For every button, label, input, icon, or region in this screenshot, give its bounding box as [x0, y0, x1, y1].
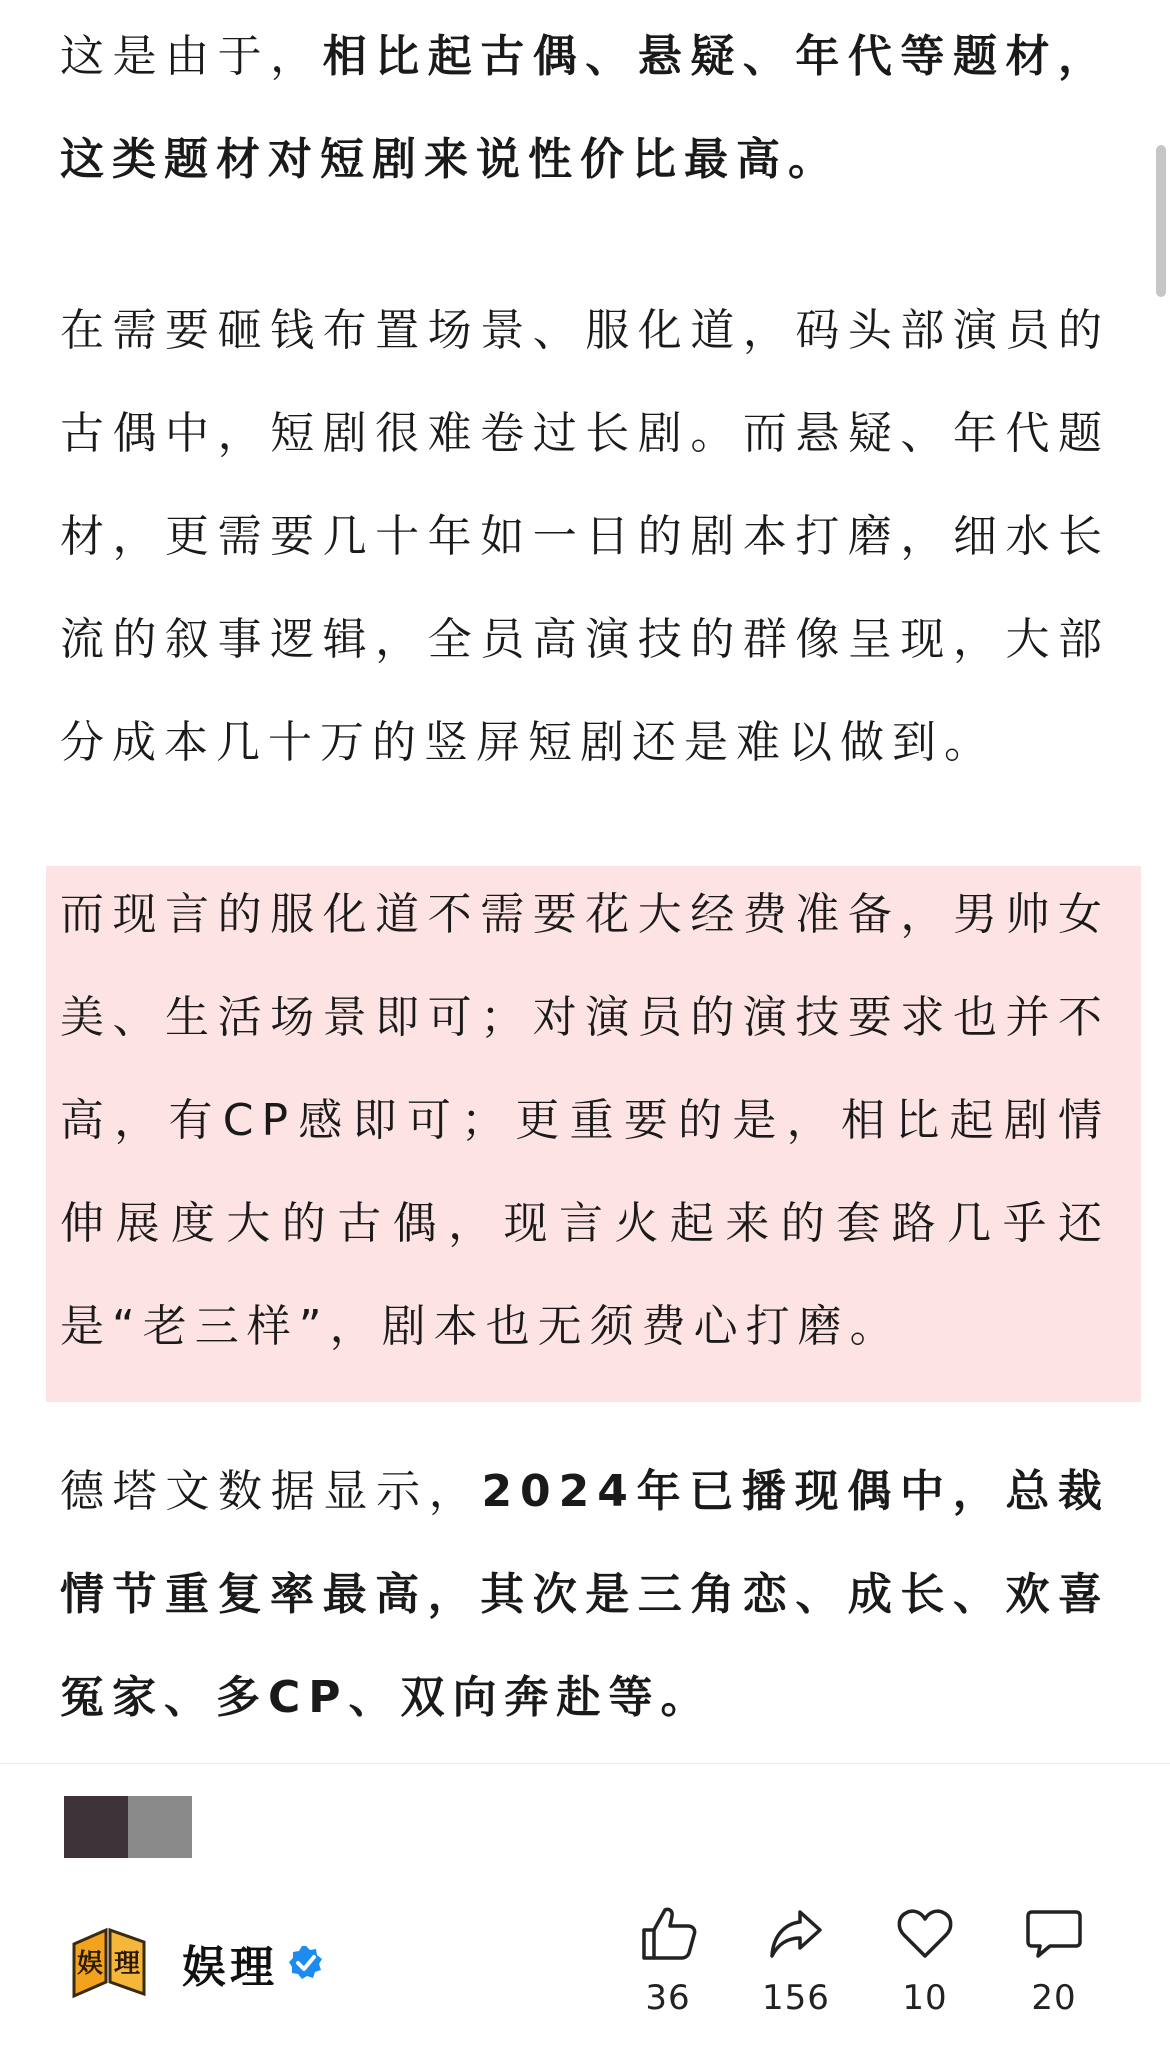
author-avatar[interactable]	[66, 1920, 152, 2006]
paragraph-2: 在需要砸钱布置场景、服化道，码头部演员的古偶中，短剧很难卷过长剧。而悬疑、年代题材，更需要几十年如一日的剧本打磨，细水长流的叙事逻辑，全员高演技的群像呈现，大部分成本几十万的竖屏短剧还是难以做到。	[60, 305, 1110, 768]
logo-char-right: 理	[113, 1949, 141, 1979]
post-footer-bar	[0, 1880, 1170, 2053]
thumbnail-right-block	[128, 1796, 192, 1858]
author-logo-icon	[66, 1920, 152, 2006]
author-name[interactable]: 娱理	[182, 1942, 278, 1993]
paragraph-1	[60, 5, 1110, 211]
thumbnail-left-block	[64, 1796, 128, 1858]
share-button[interactable]	[741, 1904, 851, 2018]
divider	[0, 1763, 1170, 1764]
paragraph-1-bold-text: 相比起古偶、悬疑、年代等题材，这类题材对短剧来说性价比最高。	[60, 31, 1111, 185]
author-info[interactable]	[66, 1920, 324, 2006]
share-arrow-icon	[766, 1904, 826, 1964]
like-button[interactable]	[613, 1904, 723, 2018]
heart-icon	[895, 1904, 955, 1964]
paragraph-4-bold-text: 2024年已播现偶中，总裁情节重复率最高，其次是三角恋、成长、欢喜冤家、多CP、双向奔赴等。	[60, 1466, 1111, 1723]
logo-char-left: 娱	[76, 1949, 104, 1979]
paragraph-4	[60, 1440, 1110, 1749]
comment-button[interactable]	[999, 1904, 1109, 2018]
comment-bubble-icon	[1024, 1904, 1084, 1964]
share-count: 156	[762, 1978, 830, 2018]
favorite-button[interactable]	[870, 1904, 980, 2018]
paragraph-4-text: 德塔文数据显示，	[60, 1466, 482, 1517]
paragraph-3-highlighted: 而现言的服化道不需要花大经费准备，男帅女美、生活场景即可；对演员的演技要求也并不高，有CP感即可；更重要的是，相比起剧情伸展度大的古偶，现言火起来的套路几乎还是“老三样”，剧本也无须费心打磨。	[60, 889, 1110, 1352]
image-thumbnail[interactable]	[64, 1796, 192, 1858]
thumbs-up-icon	[638, 1904, 698, 1964]
comment-count: 20	[1031, 1978, 1077, 2018]
favorite-count: 10	[902, 1978, 948, 2018]
paragraph-1-text: 这是由于，	[60, 31, 323, 82]
scrollbar[interactable]	[1156, 145, 1166, 297]
verified-check-icon	[288, 1945, 324, 1981]
like-count: 36	[645, 1978, 691, 2018]
